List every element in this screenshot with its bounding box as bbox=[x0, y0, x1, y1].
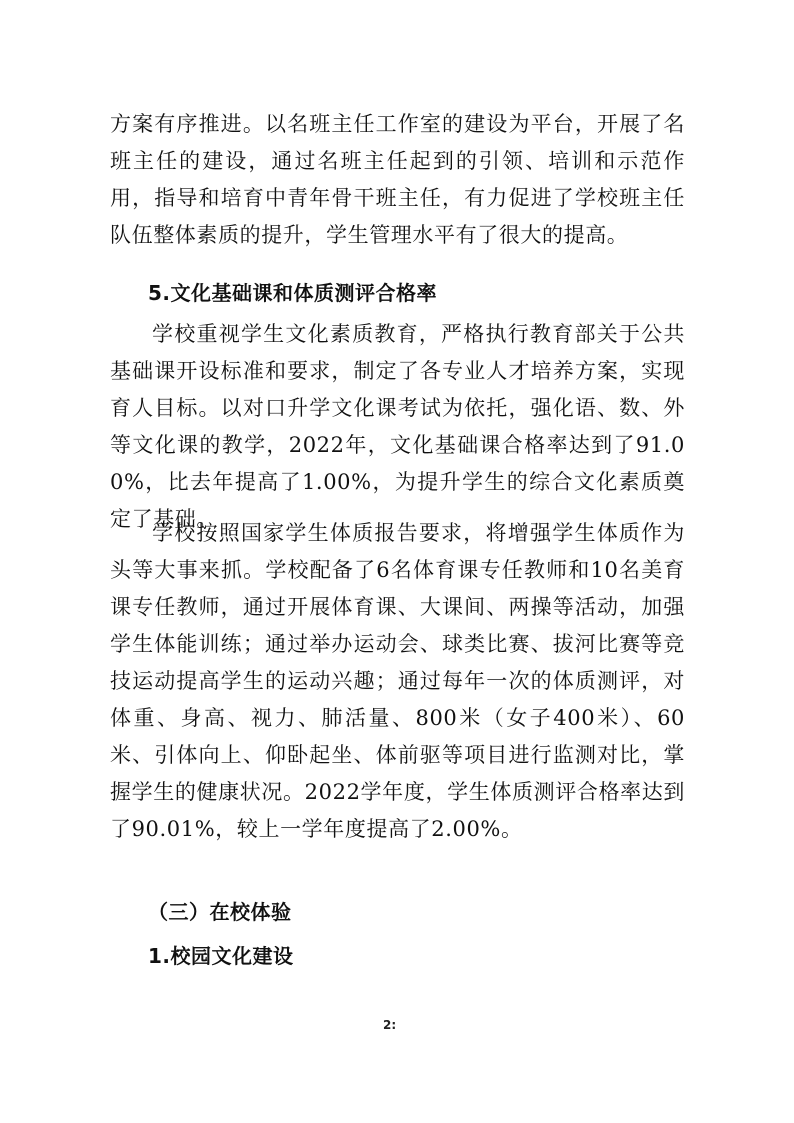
paragraph-cultural-education: 学校重视学生文化素质教育，严格执行教育部关于公共基础课开设标准和要求，制定了各专业人才培养方案，实现育人目标。以对口升学文化课考试为依托，强化语、数、外等文化课的教学，2022年，文化基础课合格率达到了91.00%，比去年提高了1.00%，为提升学生的综合文化素质奠定了基础。 bbox=[110, 322, 685, 531]
paragraph-physical-fitness: 学校按照国家学生体质报告要求，将增强学生体质作为头等大事来抓。学校配备了6名体育课专任教师和10名美育课专任教师，通过开展体育课、大课间、两操等活动，加强学生体能训练；通过举办运动会、球类比赛、拔河比赛等竞技运动提高学生的运动兴趣；通过每年一次的体质测评，对体重、身高、视力、肺活量、800米（女子400米）、60米、引体向上、仰卧起坐、体前驱等项目进行监测对比，掌握学生的健康状况。2022学年度，学生体质测评合格率达到了90.01%，较上一学年度提高了2.00%。 bbox=[110, 521, 685, 841]
heading-campus-experience: （三）在校体验 bbox=[148, 900, 292, 924]
heading-culture-and-pe-pass-rate: 5.文化基础课和体质测评合格率 bbox=[148, 281, 438, 305]
page-number: 2: bbox=[383, 1018, 397, 1032]
paragraph-class-teacher-development: 方案有序推进。以名班主任工作室的建设为平台，开展了名班主任的建设，通过名班主任起到的引领、培训和示范作用，指导和培育中青年骨干班主任，有力促进了学校班主任队伍整体素质的提升，学生管理水平有了很大的提高。 bbox=[110, 112, 685, 247]
heading-campus-culture-construction: 1.校园文化建设 bbox=[148, 944, 294, 968]
